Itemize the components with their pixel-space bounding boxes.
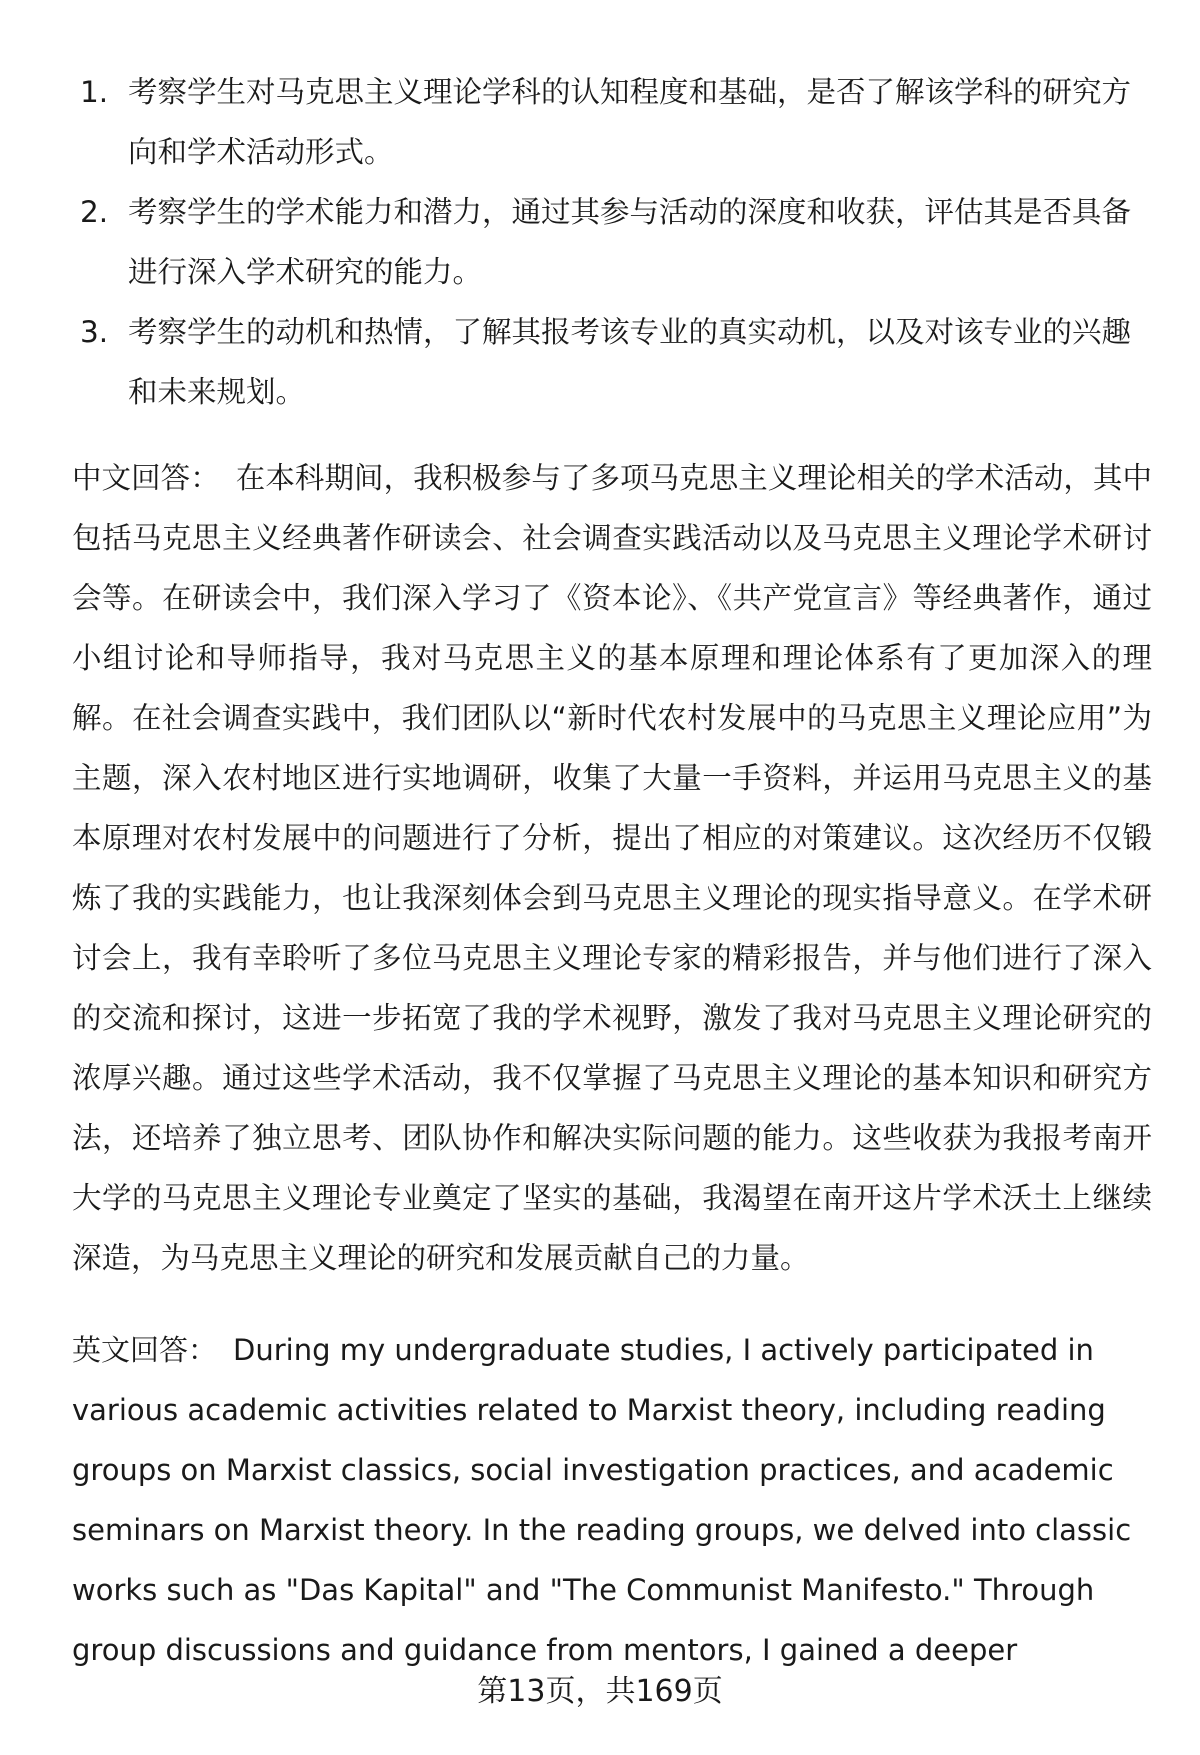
- list-item: [80, 62, 1148, 182]
- list-item-number: 2.: [80, 195, 109, 229]
- chinese-answer-text: 在本科期间，我积极参与了多项马克思主义理论相关的学术活动，其中包括马克思主义经典著作研读会、社会调查实践活动以及马克思主义理论学术研讨会等。在研读会中，我们深入学习了《资本论》、《共产党宣言》等经典著作，通过小组讨论和导师指导，我对马克思主义的基本原理和理论体系有了更加深入的理解。在社会调查实践中，我们团队以“新时代农村发展中的马克思主义理论应用”为主题，深入农村地区进行实地调研，收集了大量一手资料，并运用马克思主义的基本原理对农村发展中的问题进行了分析，提出了相应的对策建议。这次经历不仅锻炼了我的实践能力，也让我深刻体会到马克思主义理论的现实指导意义。在学术研讨会上，我有幸聆听了多位马克思主义理论专家的精彩报告，并与他们进行了深入的交流和探讨，这进一步拓宽了我的学术视野，激发了我对马克思主义理论研究的浓厚兴趣。通过这些学术活动，我不仅掌握了马克思主义理论的基本知识和研究方法，还培养了独立思考、团队协作和解决实际问题的能力。这些收获为我报考南开大学的马克思主义理论专业奠定了坚实的基础，我渴望在南开这片学术沃土上继续深造，为马克思主义理论的研究和发展贡献自己的力量。: [72, 461, 1152, 1275]
- list-item-text: 考察学生的动机和热情，了解其报考该专业的真实动机，以及对该专业的兴趣和未来规划。: [128, 315, 1132, 409]
- english-answer-paragraph: [72, 1320, 1152, 1680]
- list-item: [80, 182, 1148, 302]
- page-number-footer: 第13页，共169页: [477, 1674, 723, 1709]
- chinese-answer-paragraph: [72, 448, 1152, 1288]
- list-item-number: 1.: [80, 75, 109, 109]
- list-item: [80, 302, 1148, 422]
- english-answer-label: 英文回答：: [72, 1333, 218, 1367]
- chinese-answer-label: 中文回答：: [72, 461, 220, 495]
- list-item-text: 考察学生对马克思主义理论学科的认知程度和基础，是否了解该学科的研究方向和学术活动形式。: [128, 75, 1132, 169]
- evaluation-criteria-list: [80, 62, 1148, 422]
- list-item-number: 3.: [80, 315, 109, 349]
- list-item-text: 考察学生的学术能力和潜力，通过其参与活动的深度和收获，评估其是否具备进行深入学术研究的能力。: [128, 195, 1132, 289]
- english-answer-text: During my undergraduate studies, I actively participated in various academic activities related to Marxist theory, including reading groups on Marxist classics, social investigation practices, and academic seminars on Marxist theory. In the reading groups, we delved into classic works such as "Das Kapital" and "The Communist Manifesto." Through group discussions and guidance from mentors, I gained a deeper: [72, 1333, 1132, 1667]
